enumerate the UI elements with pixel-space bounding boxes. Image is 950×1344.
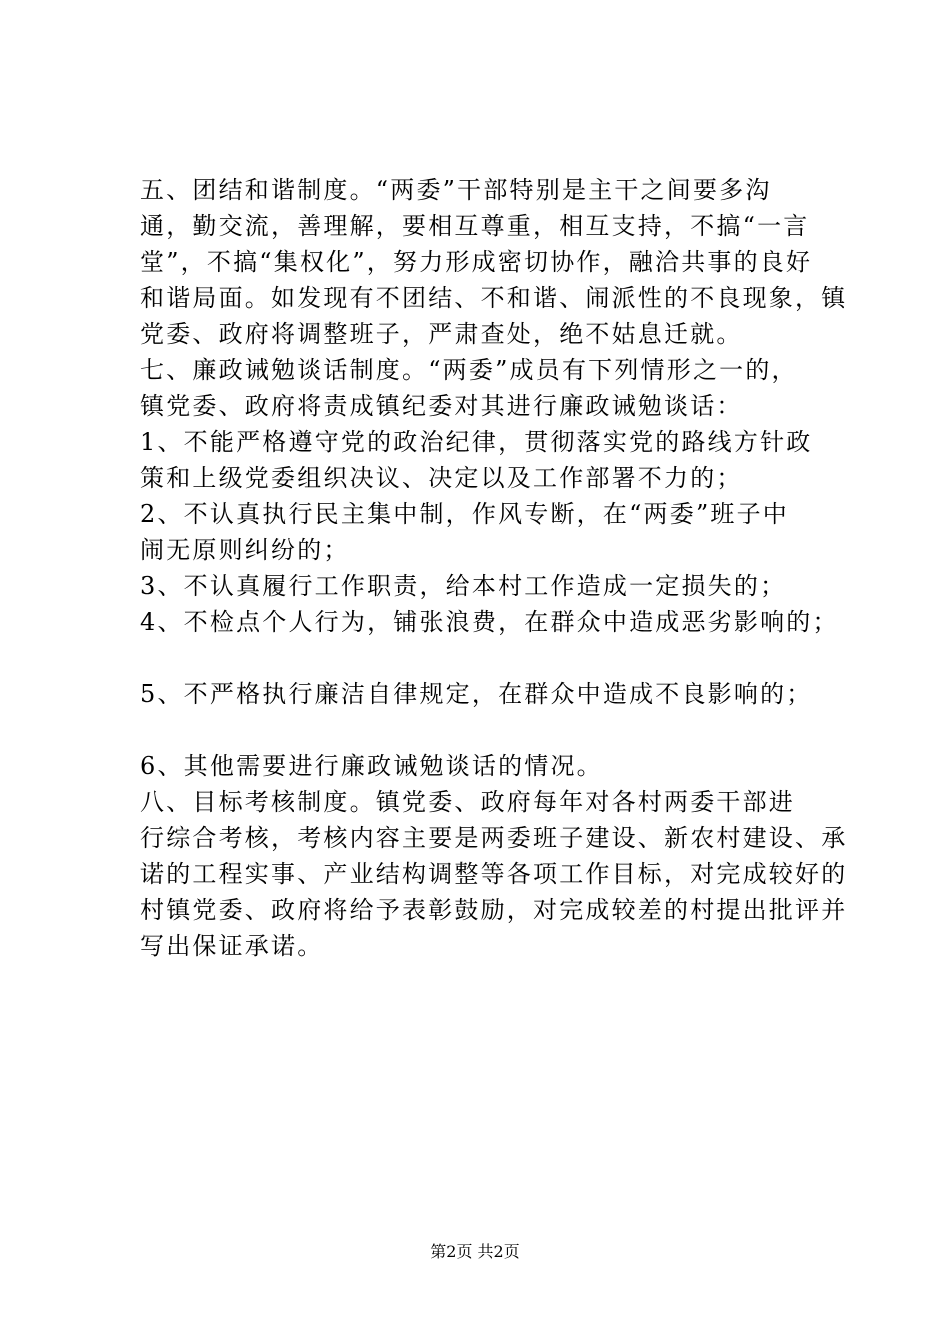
text-line: 3、不认真履行工作职责，给本村工作造成一定损失的； [140,572,787,600]
text-line: 闹无原则纠纷的； [140,536,350,564]
text-line: 堂”，不搞“集权化”，努力形成密切协作，融洽共事的良好 [140,248,813,276]
text-line: 6、其他需要进行廉政诫勉谈话的情况。 [140,752,603,780]
text-line: 村镇党委、政府将给予表彰鼓励，对完成较差的村提出批评并 [140,896,848,924]
text-line: 5、不严格执行廉洁自律规定，在群众中造成不良影响的； [140,680,813,708]
text-line: 八、目标考核制度。镇党委、政府每年对各村两委干部进 [140,788,795,816]
text-line: 写出保证承诺。 [140,932,324,960]
text-line: 七、廉政诫勉谈话制度。“两委”成员有下列情形之一的， [140,356,798,384]
text-line: 和谐局面。如发现有不团结、不和谐、闹派性的不良现象，镇 [140,284,848,312]
paragraph-gap [140,640,840,676]
text-line: 诺的工程实事、产业结构调整等各项工作目标，对完成较好的 [140,860,848,888]
text-line: 行综合考核，考核内容主要是两委班子建设、新农村建设、承 [140,824,848,852]
document-body [140,172,848,964]
text-line: 镇党委、政府将责成镇纪委对其进行廉政诫勉谈话： [140,392,743,420]
text-line: 策和上级党委组织决议、决定以及工作部署不力的； [140,464,743,492]
page-footer: 第2页 共2页 [430,1242,520,1261]
text-line: 五、团结和谐制度。“两委”干部特别是主干之间要多沟 [140,176,772,204]
text-line: 党委、政府将调整班子，严肃查处，绝不姑息迁就。 [140,320,743,348]
text-line: 1、不能严格遵守党的政治纪律，贯彻落实党的路线方针政 [140,428,813,456]
paragraph-gap [140,712,840,748]
text-line: 4、不检点个人行为，铺张浪费，在群众中造成恶劣影响的； [140,608,839,636]
text-line: 2、不认真执行民主集中制，作风专断，在“两委”班子中 [140,500,790,528]
text-line: 通，勤交流，善理解，要相互尊重，相互支持，不搞“一言 [140,212,810,240]
